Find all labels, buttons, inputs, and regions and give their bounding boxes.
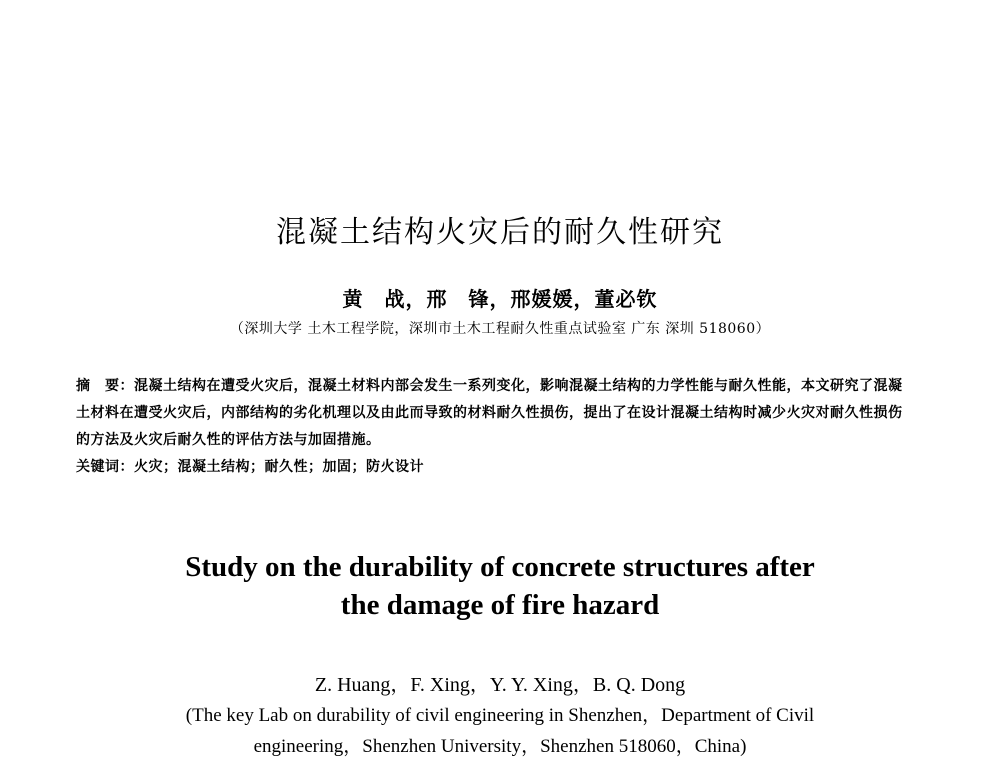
keywords-label: 关键词：	[76, 459, 134, 475]
keywords-text: 火灾；混凝土结构；耐久性；加固；防火设计	[134, 459, 424, 475]
chinese-title: 混凝土结构火灾后的耐久性研究	[276, 215, 724, 250]
english-title-line-1: Study on the durability of concrete structures after	[185, 551, 815, 583]
abstract-text: 混凝土结构在遭受火灾后，混凝土材料内部会发生一系列变化，影响混凝土结构的力学性能与耐久性能，本文研究了混凝土材料在遭受火灾后，内部结构的劣化机理以及由此而导致的材料耐久性损伤，提出了在设计混凝土结构时减少火灾对耐久性损伤的方法及火灾后耐久性的评估方法与加固措施。	[76, 378, 903, 448]
english-affiliation-line-1: (The key Lab on durability of civil engineering in Shenzhen，Department of Civil	[185, 705, 815, 726]
english-title	[0, 548, 1000, 624]
keywords-paragraph	[76, 454, 906, 481]
abstract-paragraph	[76, 373, 906, 454]
english-title-line-2: the damage of fire hazard	[340, 589, 660, 621]
abstract-label: 摘 要：	[76, 378, 134, 394]
chinese-affiliation: （深圳大学 土木工程学院，深圳市土木工程耐久性重点试验室 广东 深圳 518060）	[229, 321, 771, 337]
chinese-authors: 黄 战，邢 锋，邢媛媛，董必钦	[342, 287, 658, 311]
abstract-block	[76, 373, 906, 481]
english-authors: Z. Huang，F. Xing，Y. Y. Xing，B. Q. Dong	[314, 674, 686, 696]
english-affiliation	[0, 700, 1000, 762]
english-affiliation-line-2: engineering，Shenzhen University，Shenzhen 518060，China)	[253, 736, 747, 757]
